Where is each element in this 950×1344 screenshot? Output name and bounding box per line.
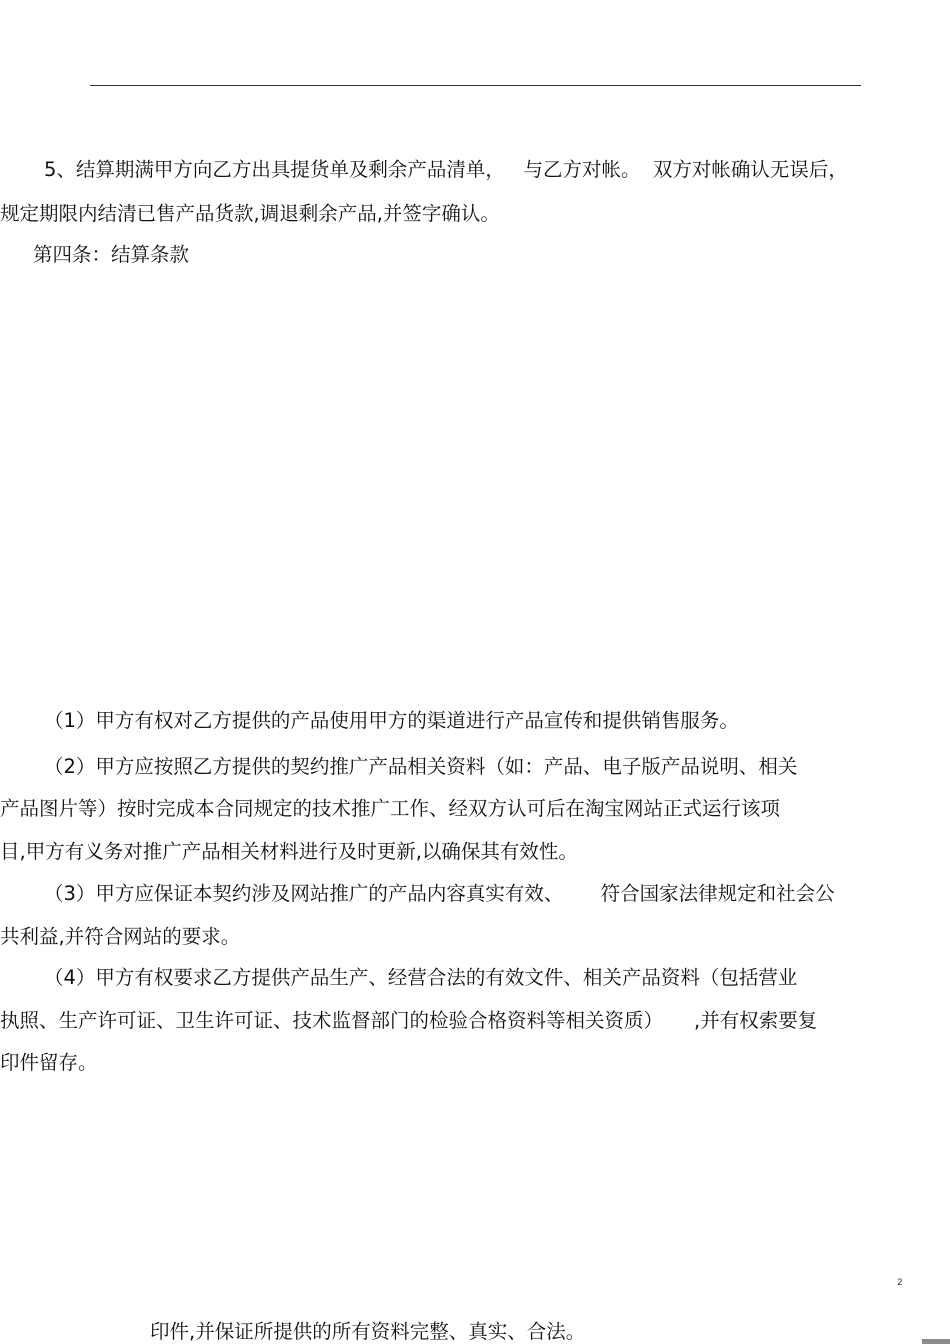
clause-5-line-2: 规定期限内结清已售产品货款,调退剩余产品,并签字确认。 (0, 202, 500, 225)
header-rule (90, 85, 861, 86)
item-2-line-3: 目,甲方有义务对推广产品相关材料进行及时更新,以确保其有效性。 (0, 840, 578, 863)
clause-5-line-1: 5、结算期满甲方向乙方出具提货单及剩余产品清单， 与乙方对帐。 双方对帐确认无误后， (44, 158, 848, 181)
item-3-line-1: （3）甲方应保证本契约涉及网站推广的产品内容真实有效、 符合国家法律规定和社会公 (44, 882, 835, 905)
item-2-line-2: 产品图片等）按时完成本合同规定的技术推广工作、经双方认可后在淘宝网站正式运行该项 (0, 797, 781, 820)
item-3-line-2: 共利益,并符合网站的要求。 (0, 925, 241, 948)
page-number: 2 (897, 1278, 903, 1288)
item-2-line-1: （2）甲方应按照乙方提供的契约推广产品相关资料（如：产品、电子版产品说明、相关 (44, 755, 798, 778)
corner-mark (922, 1339, 950, 1344)
footer-continuation-line: 印件,并保证所提供的所有资料完整、真实、合法。 (150, 1320, 586, 1343)
item-4-line-2: 执照、生产许可证、卫生许可证、技术监督部门的检验合格资料等相关资质） ,并有权索要复 (0, 1009, 818, 1032)
article-4-heading: 第四条：结算条款 (33, 243, 190, 266)
item-1-line-1: （1）甲方有权对乙方提供的产品使用甲方的渠道进行产品宣传和提供销售服务。 (44, 709, 739, 732)
item-4-line-1: （4）甲方有权要求乙方提供产品生产、经营合法的有效文件、相关产品资料（包括营业 (44, 966, 798, 989)
item-4-line-3: 印件留存。 (0, 1051, 98, 1074)
